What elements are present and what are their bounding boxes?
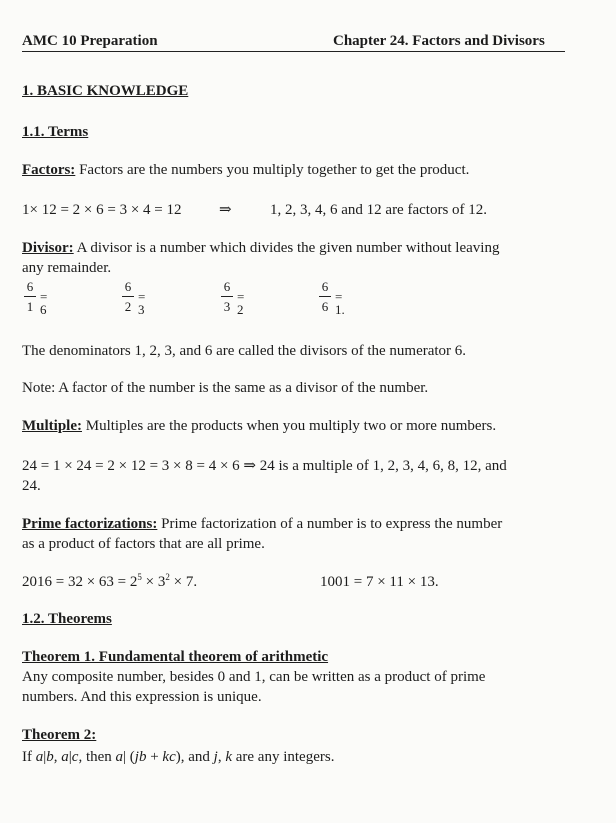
prime-factorization-example-2016 (22, 572, 197, 592)
fraction-denominator: 2 (124, 299, 132, 314)
multiple-term: Multiple: (22, 418, 82, 434)
fraction-result: = 1. (335, 289, 345, 317)
exponent-2: 2 (165, 572, 170, 582)
header-right: Chapter 24. Factors and Divisors (333, 33, 545, 49)
fraction-numerator: 6 (321, 279, 329, 294)
factors-term: Factors: (22, 162, 76, 178)
theorem1-line2: numbers. And this expression is unique. (22, 689, 262, 705)
prime-factorization-text: Prime factorization of a number is to express the number (157, 516, 503, 532)
divisor-definition-line2: any remainder. (22, 260, 112, 276)
fraction-denominator: 1 (26, 299, 34, 314)
fraction-numerator: 6 (124, 279, 132, 294)
section-title: 1. BASIC KNOWLEDGE (22, 83, 189, 99)
fraction-6-over-1 (24, 279, 48, 317)
theorems-heading: 1.2. Theorems (22, 611, 112, 627)
prime-factorization-line2: as a product of factors that are all prime. (22, 536, 265, 552)
header-rule (22, 51, 565, 52)
exponent-5: 5 (137, 572, 142, 582)
divisor-definition-text: A divisor is a number which divides the given number without leaving (73, 240, 500, 256)
factors-definition (22, 160, 469, 180)
factors-example-equation: 1× 12 = 2 × 6 = 3 × 4 = 12 (22, 202, 182, 218)
multiple-definition (22, 416, 496, 436)
fraction-bar (24, 296, 36, 297)
theorem1-line1: Any composite number, besides 0 and 1, can be written as a product of prime (22, 669, 486, 685)
multiple-example-line2: 24. (22, 478, 41, 494)
prime-factorization-definition (22, 514, 502, 534)
fraction-numerator: 6 (223, 279, 231, 294)
factors-definition-text: Factors are the numbers you multiply together to get the product. (75, 162, 470, 178)
multiple-example-line1: 24 = 1 × 24 = 2 × 12 = 3 × 8 = 4 × 6 ⇒ 24 is a multiple of 1, 2, 3, 4, 6, 8, 12, and (22, 458, 507, 474)
denominators-text: The denominators 1, 2, 3, and 6 are called the divisors of the numerator 6. (22, 343, 467, 359)
divisor-definition (22, 238, 499, 258)
theorem1-title: Theorem 1. Fundamental theorem of arithmetic (22, 649, 329, 665)
terms-heading: 1.1. Terms (22, 124, 89, 140)
implies-arrow: ⇒ (219, 202, 232, 218)
prime-factorization-example-1001: 1001 = 7 × 11 × 13. (320, 574, 439, 590)
fraction-result: = 3 (138, 289, 146, 317)
fraction-denominator: 6 (321, 299, 329, 314)
example-2016-main: 2016 = 32 × 63 = 2 (22, 574, 138, 590)
divisor-term: Divisor: (22, 240, 74, 256)
fraction-numerator: 6 (26, 279, 34, 294)
fraction-6-over-6 (319, 279, 345, 317)
factor-divisor-note: Note: A factor of the number is the same as a divisor of the number. (22, 380, 429, 396)
fraction-result: = 6 (40, 289, 48, 317)
prime-factorization-term: Prime factorizations: (22, 516, 158, 532)
fraction-6-over-3 (221, 279, 245, 317)
fraction-bar (221, 296, 233, 297)
fraction-result: = 2 (237, 289, 245, 317)
example-2016-mid: × 3 (141, 574, 166, 590)
example-2016-end: × 7. (169, 574, 198, 590)
fraction-denominator: 3 (223, 299, 231, 314)
theorem2-title: Theorem 2: (22, 727, 97, 743)
fraction-bar (122, 296, 134, 297)
fraction-6-over-2 (122, 279, 146, 317)
theorem2-statement: If a|b, a|c, then a| (jb + kc), and j, k are any integers. (22, 749, 335, 765)
factors-example-result: 1, 2, 3, 4, 6 and 12 are factors of 12. (270, 202, 488, 218)
header-left: AMC 10 Preparation (22, 33, 158, 49)
fraction-bar (319, 296, 331, 297)
multiple-definition-text: Multiples are the products when you multiply two or more numbers. (82, 418, 497, 434)
